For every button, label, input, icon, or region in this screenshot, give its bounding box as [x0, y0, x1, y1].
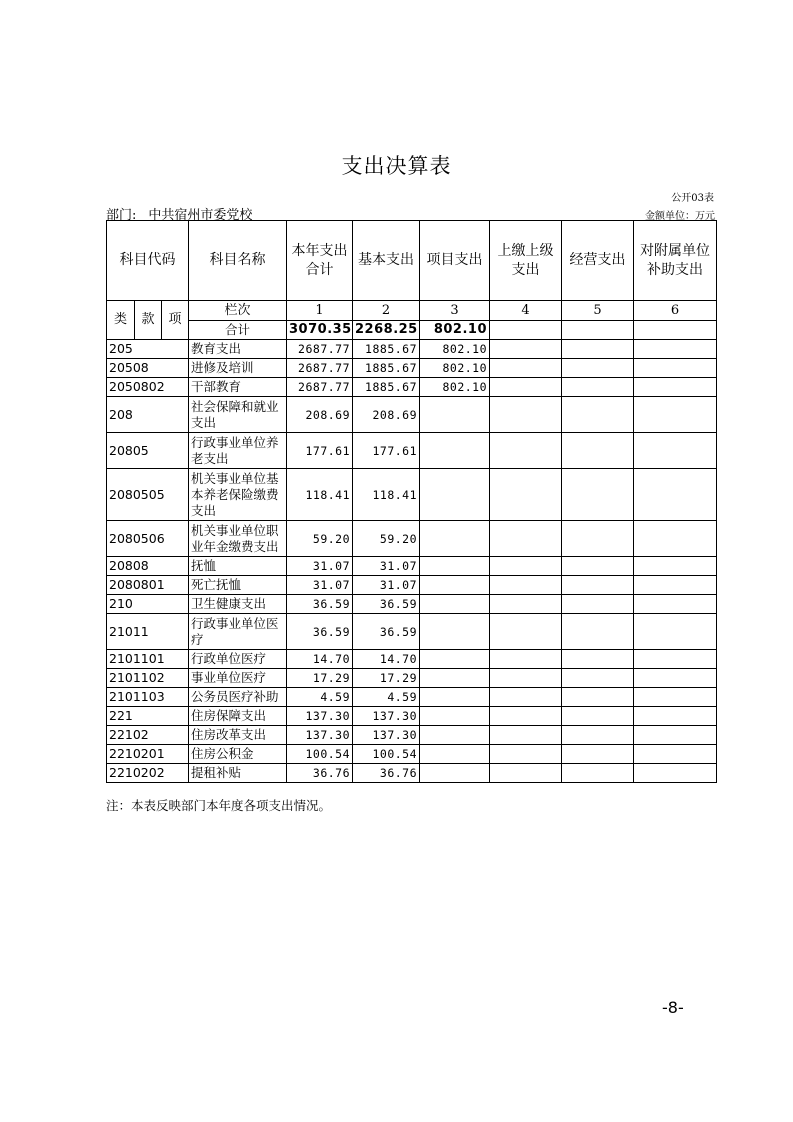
- row-business: [562, 650, 634, 669]
- row-name: 公务员医疗补助: [189, 688, 287, 707]
- row-total: 36.59: [287, 595, 353, 614]
- row-code: 2210202: [107, 764, 189, 783]
- row-subsidy: [634, 359, 717, 378]
- row-business: [562, 576, 634, 595]
- row-name: 抚恤: [189, 557, 287, 576]
- row-project: [420, 614, 490, 650]
- row-subsidy: [634, 707, 717, 726]
- header-name: 科目名称: [189, 221, 287, 301]
- row-upper: [490, 340, 562, 359]
- lanci-label: 栏次: [189, 301, 287, 321]
- row-subsidy: [634, 378, 717, 397]
- row-business: [562, 669, 634, 688]
- row-subsidy: [634, 521, 717, 557]
- header-lei: 类: [107, 301, 135, 340]
- row-project: [420, 726, 490, 745]
- form-number: 公开03表: [671, 193, 714, 204]
- row-upper: [490, 669, 562, 688]
- table-row: [107, 521, 717, 557]
- department-name: 中共宿州市委党校: [148, 208, 253, 223]
- row-business: [562, 707, 634, 726]
- row-subsidy: [634, 576, 717, 595]
- row-subsidy: [634, 688, 717, 707]
- header-row: [107, 221, 717, 301]
- row-project: [420, 707, 490, 726]
- row-basic: 1885.67: [353, 340, 420, 359]
- row-total: 2687.77: [287, 359, 353, 378]
- row-basic: 118.41: [353, 469, 420, 521]
- row-name: 行政事业单位医疗: [189, 614, 287, 650]
- col-number: 2: [353, 301, 420, 321]
- page-title: 支出决算表: [341, 154, 452, 178]
- row-basic: 36.59: [353, 614, 420, 650]
- row-upper: [490, 397, 562, 433]
- row-total: 36.59: [287, 614, 353, 650]
- table-row: [107, 469, 717, 521]
- row-total: 31.07: [287, 557, 353, 576]
- row-total: 118.41: [287, 469, 353, 521]
- row-project: [420, 764, 490, 783]
- row-subsidy: [634, 764, 717, 783]
- row-upper: [490, 557, 562, 576]
- header-code: 科目代码: [107, 221, 189, 301]
- table-row: [107, 650, 717, 669]
- row-upper: [490, 359, 562, 378]
- row-code: 208: [107, 397, 189, 433]
- row-project: [420, 557, 490, 576]
- table-row: [107, 557, 717, 576]
- row-business: [562, 469, 634, 521]
- row-basic: 100.54: [353, 745, 420, 764]
- row-business: [562, 521, 634, 557]
- row-upper: [490, 614, 562, 650]
- row-name: 卫生健康支出: [189, 595, 287, 614]
- row-code: 2080801: [107, 576, 189, 595]
- row-project: [420, 469, 490, 521]
- header-subsidy: 对附属单位补助支出: [634, 221, 717, 301]
- row-business: [562, 433, 634, 469]
- total-amount: 3070.35: [287, 321, 353, 340]
- row-name: 事业单位医疗: [189, 669, 287, 688]
- row-subsidy: [634, 433, 717, 469]
- col-number: 6: [634, 301, 717, 321]
- table-row: [107, 669, 717, 688]
- total-label: 合计: [189, 321, 287, 340]
- row-subsidy: [634, 726, 717, 745]
- row-code: 2050802: [107, 378, 189, 397]
- row-basic: 4.59: [353, 688, 420, 707]
- table-row: [107, 707, 717, 726]
- row-name: 提租补贴: [189, 764, 287, 783]
- row-basic: 59.20: [353, 521, 420, 557]
- row-upper: [490, 433, 562, 469]
- row-upper: [490, 688, 562, 707]
- row-business: [562, 688, 634, 707]
- row-project: [420, 397, 490, 433]
- row-business: [562, 595, 634, 614]
- amount-unit: 金额单位：万元: [645, 211, 715, 222]
- row-business: [562, 764, 634, 783]
- row-subsidy: [634, 557, 717, 576]
- row-code: 2080506: [107, 521, 189, 557]
- row-total: 177.61: [287, 433, 353, 469]
- row-total: 137.30: [287, 707, 353, 726]
- row-code: 205: [107, 340, 189, 359]
- row-subsidy: [634, 469, 717, 521]
- row-total: 17.29: [287, 669, 353, 688]
- table-row: [107, 340, 717, 359]
- row-name: 社会保障和就业支出: [189, 397, 287, 433]
- row-business: [562, 726, 634, 745]
- row-basic: 17.29: [353, 669, 420, 688]
- table-row: [107, 378, 717, 397]
- row-subsidy: [634, 397, 717, 433]
- row-project: [420, 576, 490, 595]
- row-basic: 36.76: [353, 764, 420, 783]
- row-subsidy: [634, 340, 717, 359]
- row-code: 20808: [107, 557, 189, 576]
- row-project: 802.10: [420, 359, 490, 378]
- row-name: 教育支出: [189, 340, 287, 359]
- total-row: [107, 321, 717, 340]
- row-basic: 14.70: [353, 650, 420, 669]
- header-upper: 上缴上级支出: [490, 221, 562, 301]
- row-basic: 1885.67: [353, 359, 420, 378]
- header-project: 项目支出: [420, 221, 490, 301]
- row-total: 4.59: [287, 688, 353, 707]
- row-business: [562, 745, 634, 764]
- table-row: [107, 726, 717, 745]
- row-project: [420, 595, 490, 614]
- row-code: 22102: [107, 726, 189, 745]
- row-business: [562, 614, 634, 650]
- header-xiang: 项: [162, 301, 189, 340]
- header-kuan: 款: [135, 301, 162, 340]
- row-subsidy: [634, 614, 717, 650]
- row-upper: [490, 595, 562, 614]
- column-number-row: [107, 301, 717, 321]
- table-row: [107, 745, 717, 764]
- row-project: [420, 688, 490, 707]
- row-basic: 177.61: [353, 433, 420, 469]
- row-subsidy: [634, 745, 717, 764]
- row-project: [420, 745, 490, 764]
- row-basic: 31.07: [353, 557, 420, 576]
- total-project: 802.10: [420, 321, 490, 340]
- row-total: 36.76: [287, 764, 353, 783]
- row-name: 进修及培训: [189, 359, 287, 378]
- row-total: 2687.77: [287, 340, 353, 359]
- table-row: [107, 688, 717, 707]
- table-row: [107, 397, 717, 433]
- row-name: 住房保障支出: [189, 707, 287, 726]
- row-code: 210: [107, 595, 189, 614]
- row-total: 31.07: [287, 576, 353, 595]
- table-row: [107, 359, 717, 378]
- row-upper: [490, 764, 562, 783]
- row-total: 100.54: [287, 745, 353, 764]
- header-business: 经营支出: [562, 221, 634, 301]
- col-number: 3: [420, 301, 490, 321]
- header-total: 本年支出合计: [287, 221, 353, 301]
- row-subsidy: [634, 650, 717, 669]
- row-upper: [490, 576, 562, 595]
- row-code: 20508: [107, 359, 189, 378]
- row-total: 14.70: [287, 650, 353, 669]
- row-code: 221: [107, 707, 189, 726]
- row-total: 2687.77: [287, 378, 353, 397]
- expenditure-table: [106, 220, 717, 783]
- total-basic: 2268.25: [353, 321, 420, 340]
- table-row: [107, 764, 717, 783]
- table-row: [107, 595, 717, 614]
- row-upper: [490, 521, 562, 557]
- row-subsidy: [634, 595, 717, 614]
- row-total: 208.69: [287, 397, 353, 433]
- col-number: 4: [490, 301, 562, 321]
- row-name: 干部教育: [189, 378, 287, 397]
- row-upper: [490, 378, 562, 397]
- row-project: [420, 650, 490, 669]
- row-project: [420, 433, 490, 469]
- row-basic: 31.07: [353, 576, 420, 595]
- row-basic: 208.69: [353, 397, 420, 433]
- row-code: 20805: [107, 433, 189, 469]
- row-project: 802.10: [420, 340, 490, 359]
- row-code: 2101101: [107, 650, 189, 669]
- row-code: 2210201: [107, 745, 189, 764]
- row-code: 2080505: [107, 469, 189, 521]
- row-upper: [490, 745, 562, 764]
- row-name: 行政事业单位养老支出: [189, 433, 287, 469]
- row-business: [562, 557, 634, 576]
- row-total: 137.30: [287, 726, 353, 745]
- row-upper: [490, 469, 562, 521]
- table-row: [107, 614, 717, 650]
- table-row: [107, 576, 717, 595]
- row-name: 死亡抚恤: [189, 576, 287, 595]
- row-project: [420, 521, 490, 557]
- row-code: 2101102: [107, 669, 189, 688]
- row-upper: [490, 726, 562, 745]
- footnote: 注：本表反映部门本年度各项支出情况。: [106, 798, 332, 813]
- row-name: 住房公积金: [189, 745, 287, 764]
- row-name: 住房改革支出: [189, 726, 287, 745]
- department-label: 部门:: [106, 208, 137, 223]
- row-total: 59.20: [287, 521, 353, 557]
- row-subsidy: [634, 669, 717, 688]
- row-code: 21011: [107, 614, 189, 650]
- page-number: -8-: [662, 998, 684, 1017]
- row-name: 行政单位医疗: [189, 650, 287, 669]
- row-business: [562, 359, 634, 378]
- table-row: [107, 433, 717, 469]
- row-business: [562, 397, 634, 433]
- row-name: 机关事业单位职业年金缴费支出: [189, 521, 287, 557]
- row-code: 2101103: [107, 688, 189, 707]
- col-number: 5: [562, 301, 634, 321]
- row-basic: 36.59: [353, 595, 420, 614]
- row-basic: 137.30: [353, 726, 420, 745]
- row-basic: 1885.67: [353, 378, 420, 397]
- row-project: 802.10: [420, 378, 490, 397]
- col-number: 1: [287, 301, 353, 321]
- row-name: 机关事业单位基本养老保险缴费支出: [189, 469, 287, 521]
- row-project: [420, 669, 490, 688]
- header-basic: 基本支出: [353, 221, 420, 301]
- row-upper: [490, 650, 562, 669]
- row-upper: [490, 707, 562, 726]
- row-business: [562, 378, 634, 397]
- row-basic: 137.30: [353, 707, 420, 726]
- row-business: [562, 340, 634, 359]
